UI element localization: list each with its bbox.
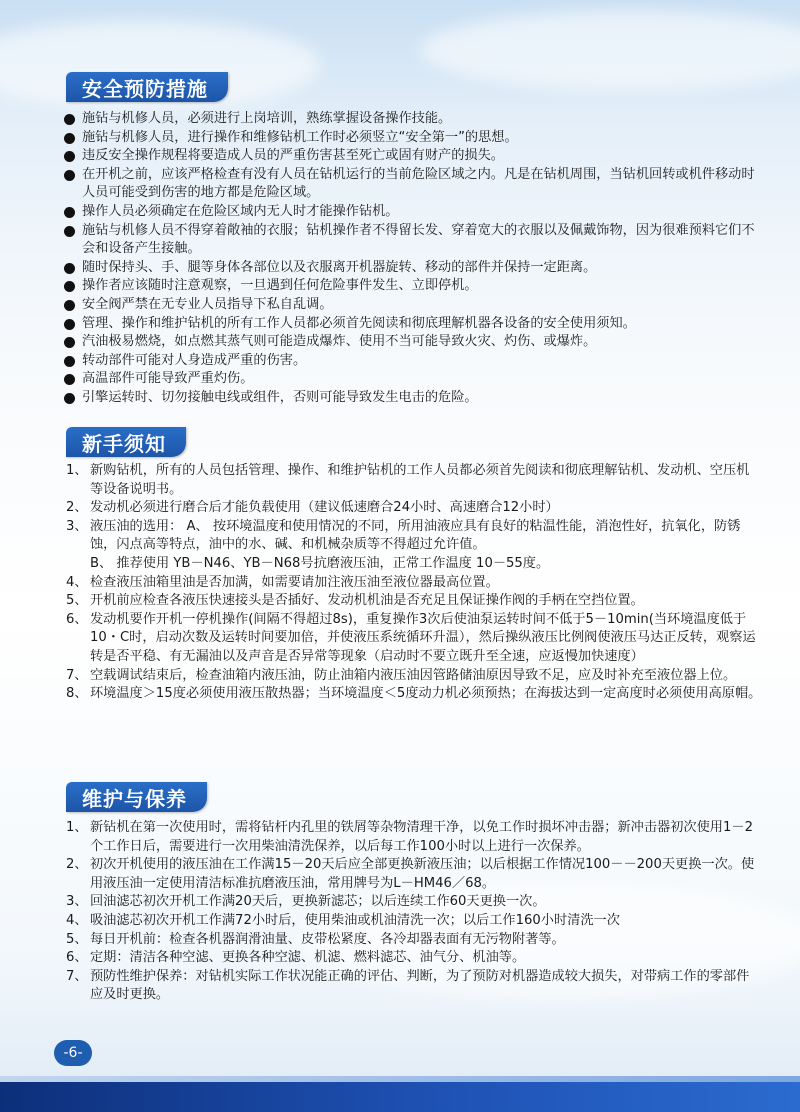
safety-item-text: 高温部件可能导致严重灼伤。 <box>82 371 254 387</box>
safety-item <box>62 110 762 129</box>
safety-item <box>62 203 762 222</box>
maintenance-item <box>62 968 762 1005</box>
page-number: -6- <box>54 1040 92 1066</box>
beginner-item-text: 液压油的选用： A、 按环境温度和使用情况的不同，所用油液应具有良好的粘温性能，消泡性好，抗氧化，防锈蚀，闪点高等特点，油中的水、碱、和机械杂质等不得超过允许值。 <box>90 518 741 553</box>
bullet-dot-icon <box>64 170 75 181</box>
safety-item <box>62 352 762 371</box>
maintenance-item-number: 1、 <box>66 820 88 835</box>
maintenance-item-text: 每日开机前：检查各机器润滑油量、皮带松紧度、各冷却器表面有无污物附著等。 <box>90 931 565 947</box>
beginner-item-number: 1、 <box>66 463 88 478</box>
maintenance-item <box>62 819 762 856</box>
beginner-item <box>62 685 762 704</box>
beginner-item <box>62 574 762 593</box>
footer-band <box>0 1082 800 1112</box>
beginner-item <box>62 592 762 611</box>
beginner-item-number: 6、 <box>66 611 88 627</box>
maintenance-item-number: 4、 <box>66 912 88 928</box>
beginner-item <box>62 667 762 686</box>
safety-item <box>62 166 762 203</box>
safety-item-text: 违反安全操作规程将要造成人员的严重伤害甚至死亡或固有财产的损失。 <box>82 148 504 164</box>
beginner-item-number: 8、 <box>66 686 88 702</box>
safety-item <box>62 259 762 278</box>
safety-item <box>62 277 762 296</box>
maintenance-list <box>62 819 762 1005</box>
beginner-item-number: 5、 <box>66 593 88 609</box>
maintenance-item-number: 2、 <box>66 857 88 873</box>
safety-item-text: 操作人员必须确定在危险区域内无人时才能操作钻机。 <box>82 203 399 219</box>
beginner-item-text: 环境温度＞15度必须使用液压散热器；当环境温度＜5度动力机必须预热；在海拔达到一定高度时必须使用高原帽。 <box>90 686 762 702</box>
beginner-item-text: 空载调试结束后，检查油箱内液压油，防止油箱内液压油因管路储油原因导致不足，应及时补充至液位器上位。 <box>90 667 737 683</box>
maintenance-item-text: 吸油滤芯初次开机工作满72小时后，使用柴油或机油清洗一次；以后工作160小时清洗一次 <box>90 912 620 928</box>
safety-item-text: 在开机之前，应该严格检查有没有人员在钻机运行的当前危险区域之内。凡是在钻机周围，当钻机回转或机件移动时人员可能受到伤害的地方都是危险区域。 <box>82 166 755 201</box>
beginner-item-text: 开机前应检查各液压快速接头是否插好、发动机机油是否充足且保证操作阀的手柄在空挡位置。 <box>90 593 644 609</box>
bullet-dot-icon <box>64 226 75 237</box>
safety-item <box>62 333 762 352</box>
beginner-list <box>62 462 762 704</box>
safety-item-text: 施钻与机修人员，必须进行上岗培训，熟练掌握设备操作技能。 <box>82 111 452 126</box>
beginner-item-text: 发动机要作开机一停机操作(间隔不得超过8s)，重复操作3次后使油泵运转时间不低于5－10min(当环境温度低于10・C时，启动次数及运转时间要加倍，并使液压系统循环升温），然后操纵液压比例阀使液压马达正反转，观察运转是否平稳、有无漏油以及声音是否异常等现象（启动时不要立既升至全速，应返慢加快速度） <box>90 611 756 664</box>
maintenance-item-number: 6、 <box>66 950 88 966</box>
maintenance-item-number: 5、 <box>66 931 88 947</box>
beginner-item <box>62 555 762 574</box>
beginner-item-text: 新购钻机，所有的人员包括管理、操作、和维护钻机的工作人员都必须首先阅读和彻底理解钻机、发动机、空压机等设备说明书。 <box>90 463 750 497</box>
beginner-item <box>62 518 762 555</box>
beginner-item-text: 发动机必须进行磨合后才能负载使用（建议低速磨合24小时、高速磨合12小时） <box>90 500 559 516</box>
safety-item-text: 随时保持头、手、腿等身体各部位以及衣服离开机器旋转、移动的部件并保持一定距离。 <box>82 259 597 275</box>
maintenance-item <box>62 931 762 950</box>
beginner-item-text: B、 推荐使用 YB－N46、YB－N68号抗磨液压油，正常工作温度 10－55度。 <box>90 555 550 571</box>
section-title-safety: 安全预防措施 <box>66 72 228 102</box>
bullet-dot-icon <box>64 356 75 367</box>
beginner-item <box>62 462 762 499</box>
bullet-dot-icon <box>64 319 75 330</box>
maintenance-item-text: 新钻机在第一次使用时，需将钻杆内孔里的铁屑等杂物清理干净，以免工作时损坏冲击器；新冲击器初次使用1－2个工作日后，需要进行一次用柴油清洗保养，以后每工作100小时以上进行一次保养。 <box>90 820 753 854</box>
maintenance-item <box>62 912 762 931</box>
maintenance-item-text: 回油滤芯初次开机工作满20天后，更换新滤芯；以后连续工作60天更换一次。 <box>90 894 546 910</box>
beginner-item-number: 4、 <box>66 574 88 590</box>
maintenance-item-number: 3、 <box>66 894 88 910</box>
safety-list <box>62 110 762 408</box>
safety-item-text: 操作者应该随时注意观察，一旦遇到任何危险事件发生、立即停机。 <box>82 278 478 294</box>
safety-item-text: 安全阀严禁在无专业人员指导下私自乱调。 <box>82 296 333 312</box>
maintenance-item-text: 初次开机使用的液压油在工作满15－20天后应全部更换新液压油；以后根据工作情况100－－200天更换一次。使用液压油一定使用清洁标准抗磨液压油，常用牌号为L－HM46／68。 <box>90 857 755 891</box>
maintenance-item-text: 定期：清洁各种空滤、更换各种空滤、机滤、燃料滤芯、油气分、机油等。 <box>90 950 526 966</box>
safety-item <box>62 222 762 259</box>
safety-item <box>62 147 762 166</box>
safety-item-text: 施钻与机修人员不得穿着敞袖的衣服；钻机操作者不得留长发、穿着宽大的衣服以及佩戴饰物，因为很难预料它们不会和设备产生接触。 <box>82 222 755 257</box>
maintenance-item-number: 7、 <box>66 968 88 984</box>
maintenance-item <box>62 856 762 893</box>
beginner-item-number: 2、 <box>66 500 88 516</box>
section-title-beginner: 新手须知 <box>66 427 186 457</box>
safety-item <box>62 389 762 408</box>
safety-item <box>62 296 762 315</box>
bullet-dot-icon <box>64 263 75 274</box>
beginner-item-number: 3、 <box>66 518 88 534</box>
bullet-dot-icon <box>64 151 75 162</box>
bullet-dot-icon <box>64 374 75 385</box>
maintenance-item <box>62 893 762 912</box>
bullet-dot-icon <box>64 393 75 404</box>
beginner-item-number: 7、 <box>66 667 88 683</box>
cloud-decoration <box>420 10 800 90</box>
safety-item-text: 引擎运转时、切勿接触电线或组件，否则可能导致发生电击的危险。 <box>82 389 478 405</box>
beginner-item <box>62 611 762 667</box>
safety-item-text: 汽油极易燃烧，如点燃其蒸气则可能造成爆炸、使用不当可能导致火灾、灼伤、或爆炸。 <box>82 334 597 350</box>
bullet-dot-icon <box>64 133 75 144</box>
maintenance-item <box>62 949 762 968</box>
section-title-maintenance: 维护与保养 <box>66 782 207 812</box>
bullet-dot-icon <box>64 337 75 348</box>
safety-item <box>62 370 762 389</box>
safety-item <box>62 315 762 334</box>
bullet-dot-icon <box>64 300 75 311</box>
safety-item-text: 施钻与机修人员，进行操作和维修钻机工作时必须竖立“安全第一”的思想。 <box>82 129 518 145</box>
safety-item <box>62 129 762 148</box>
safety-item-text: 转动部件可能对人身造成严重的伤害。 <box>82 352 307 368</box>
maintenance-item-text: 预防性维护保养：对钻机实际工作状况能正确的评估、判断，为了预防对机器造成较大损失，对带病工作的零部件应及时更换。 <box>90 968 750 1003</box>
bullet-dot-icon <box>64 207 75 218</box>
beginner-item-text: 检查液压油箱里油是否加满，如需要请加注液压油至液位器最高位置。 <box>90 574 499 590</box>
bullet-dot-icon <box>64 281 75 292</box>
safety-item-text: 管理、操作和维护钻机的所有工作人员都必须首先阅读和彻底理解机器各设备的安全使用须知。 <box>82 315 636 331</box>
beginner-item <box>62 499 762 518</box>
bullet-dot-icon <box>64 114 75 125</box>
